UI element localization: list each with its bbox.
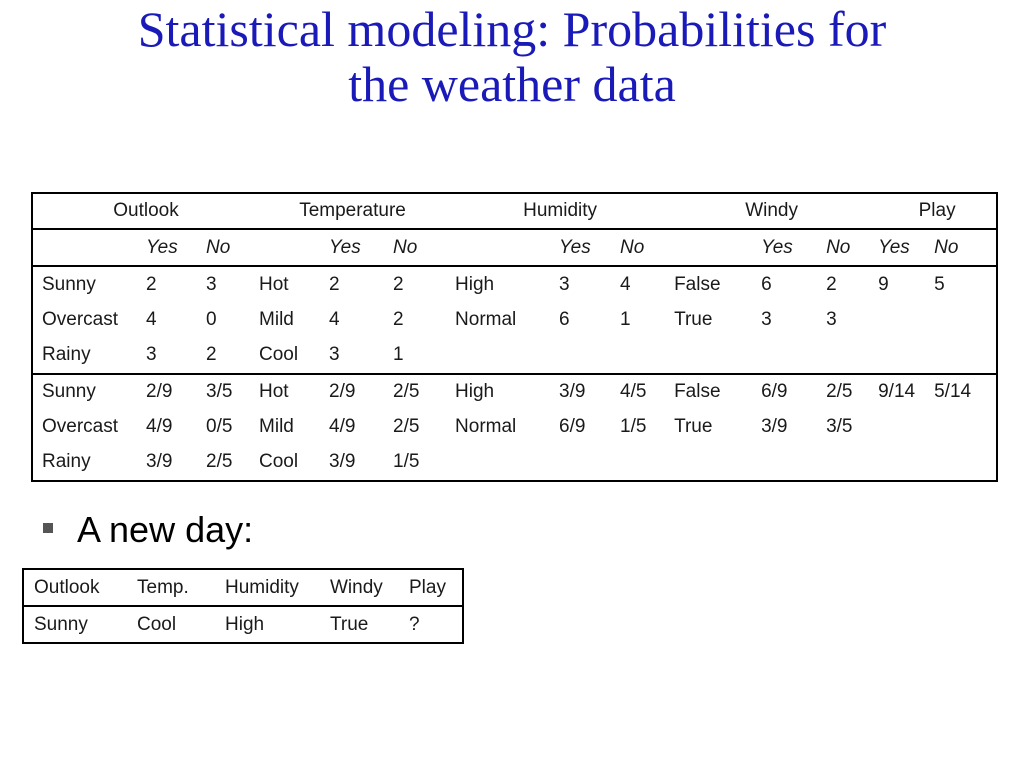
temperature-yes-label: Yes [329,236,361,258]
header-temperature: Temperature [299,200,406,222]
table-cell: 4 [620,273,631,295]
table-cell [869,337,925,373]
table-cell: 2/5 [206,451,233,473]
table-cell: 0 [206,308,217,330]
prob-row-overcast [32,410,997,445]
attribute-header-row [32,193,997,229]
table-cell [611,445,665,481]
table-cell: 9 [878,273,889,295]
play-no-label: No [934,236,959,258]
table-cell: 2 [146,273,157,295]
table-cell [446,445,550,481]
table-cell: ? [409,613,420,635]
table-cell [869,445,925,481]
table-cell [752,445,817,481]
play-yes-label: Yes [878,236,910,258]
outlook-yes-label: Yes [146,236,178,258]
table-cell: Sunny [42,273,96,295]
table-cell: 2/9 [329,381,356,403]
table-cell: False [674,381,721,403]
table-cell: 3 [206,273,217,295]
windy-yes-label: Yes [761,236,793,258]
table-cell: 1 [620,308,631,330]
table-cell: Normal [455,416,517,438]
new-day-table [22,568,464,644]
table-cell [611,337,665,373]
yes-no-header-row [32,229,997,266]
probability-table [31,192,998,482]
table-cell: Sunny [34,613,88,635]
table-cell: 1 [393,344,404,366]
table-cell: Hot [259,273,289,295]
table-cell: 2/5 [393,381,420,403]
table-cell: Mild [259,416,294,438]
header-play: Play [918,200,956,222]
table-cell: 1/5 [393,451,420,473]
table-cell: 4 [146,308,157,330]
slide-title [0,2,1024,112]
table-cell: Hot [259,381,289,403]
table-cell: 6 [761,273,772,295]
windy-no-label: No [826,236,851,258]
count-row-sunny [32,266,997,302]
table-cell: 3 [329,344,340,366]
table-cell: 2 [393,308,404,330]
count-row-rainy [32,337,997,373]
table-cell [817,445,869,481]
table-cell [925,302,997,337]
table-cell: 4/9 [146,416,173,438]
table-cell: 6/9 [761,381,788,403]
table-cell: Overcast [42,416,119,438]
table-cell: Normal [455,308,517,330]
table-cell: Humidity [225,576,299,598]
table-cell: 3 [826,308,837,330]
table-cell: 6/9 [559,416,586,438]
table-cell: 1/5 [620,416,647,438]
bullet-text: A new day: [77,509,254,550]
table-cell: 3/9 [329,451,356,473]
header-windy: Windy [745,200,798,222]
humidity-no-label: No [620,236,645,258]
table-cell [925,445,997,481]
table-cell: Cool [259,344,299,366]
table-cell [925,337,997,373]
temperature-no-label: No [393,236,418,258]
table-cell: Windy [330,576,383,598]
table-cell [550,337,611,373]
table-cell: 3/9 [761,416,788,438]
table-cell: 9/14 [878,381,916,403]
title-line-1: Statistical modeling: Probabilities for [137,1,887,57]
new-day-value-row [23,606,463,643]
table-cell: Play [409,576,446,598]
bullet-square-icon [43,523,53,533]
table-cell: 2/5 [826,381,853,403]
table-cell [869,410,925,445]
table-cell [925,410,997,445]
table-cell: True [674,308,713,330]
prob-row-sunny [32,374,997,410]
new-day-header-row [23,569,463,606]
header-humidity: Humidity [523,200,598,222]
table-cell [446,337,550,373]
table-cell: Mild [259,308,294,330]
table-cell: True [674,416,713,438]
table-cell: True [330,613,369,635]
table-cell [665,445,752,481]
table-cell: Outlook [34,576,100,598]
table-cell: 5/14 [934,381,972,403]
table-cell: 2 [393,273,404,295]
table-cell: 3/9 [146,451,173,473]
table-cell: 2/5 [393,416,420,438]
table-cell: 4/9 [329,416,356,438]
table-cell: 3 [146,344,157,366]
table-cell [665,337,752,373]
header-outlook: Outlook [113,200,179,222]
table-cell [752,337,817,373]
table-cell: 3 [559,273,570,295]
table-cell: Temp. [137,576,189,598]
prob-row-rainy [32,445,997,481]
table-cell: 3 [761,308,772,330]
table-cell: Overcast [42,308,119,330]
table-cell: 5 [934,273,945,295]
table-cell [817,337,869,373]
humidity-yes-label: Yes [559,236,591,258]
table-cell: 4 [329,308,340,330]
table-cell: 2 [329,273,340,295]
count-row-overcast [32,302,997,337]
table-cell: Cool [137,613,177,635]
table-cell: Sunny [42,381,96,403]
table-cell [550,445,611,481]
table-cell: False [674,273,721,295]
table-cell: 2 [826,273,837,295]
table-cell: 3/5 [826,416,853,438]
table-cell [869,302,925,337]
table-cell: 2/9 [146,381,173,403]
table-cell: High [225,613,265,635]
table-cell: 2 [206,344,217,366]
table-cell: 0/5 [206,416,233,438]
title-line-2: the weather data [348,56,676,112]
table-cell: Cool [259,451,299,473]
new-day-bullet [43,509,253,551]
table-cell: High [455,381,495,403]
table-cell: Rainy [42,344,91,366]
outlook-no-label: No [206,236,231,258]
table-cell: High [455,273,495,295]
table-cell: 6 [559,308,570,330]
table-cell: 3/5 [206,381,233,403]
table-cell: 4/5 [620,381,647,403]
table-cell: Rainy [42,451,91,473]
table-cell: 3/9 [559,381,586,403]
